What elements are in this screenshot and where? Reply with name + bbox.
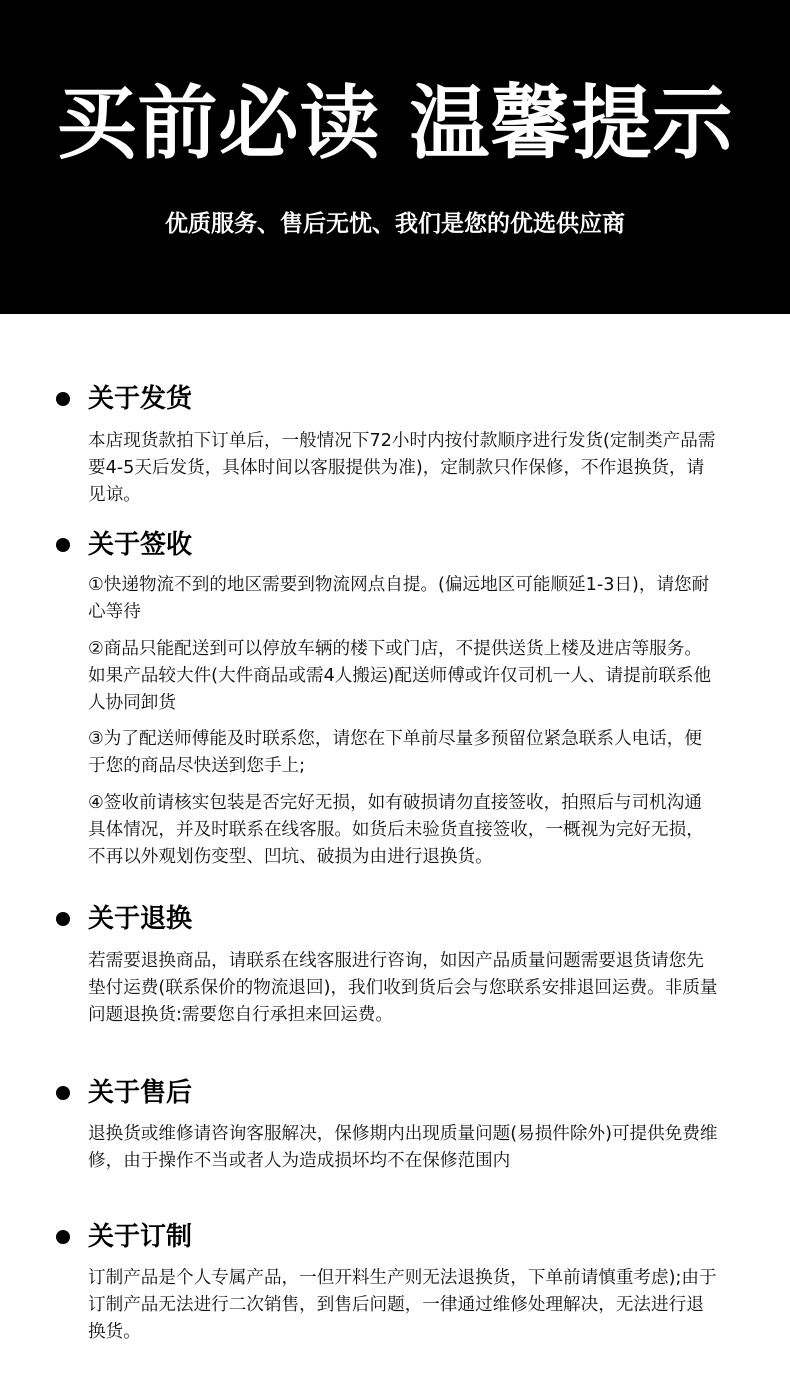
bullet-icon [56,1230,70,1244]
section-heading-returns [56,901,192,937]
section-paragraph: ②商品只能配送到可以停放车辆的楼下或门店，不提供送货上楼及进店等服务。如果产品较大件(大件商品或需4人搬运)配送师傅或许仅司机一人、请提前联系他人协同卸货 [88,639,712,713]
section-paragraph: ③为了配送师傅能及时联系您，请您在下单前尽量多预留位紧急联系人电话，便于您的商品尽快送到您手上; [88,729,702,776]
section-heading-after-sales [56,1075,192,1111]
bullet-icon [56,392,70,406]
section-heading-shipping [56,381,192,417]
section-heading-custom-order [56,1219,192,1255]
section-paragraph: 本店现货款拍下订单后，一般情况下72小时内按付款顺序进行发货(定制类产品需要4-5天后发货，具体时间以客服提供为准)，定制款只作保修，不作退换货，请见谅。 [88,431,716,505]
page-title: 买前必读 温馨提示 [56,77,734,170]
section-paragraph: 退换货或维修请咨询客服解决，保修期内出现质量问题(易损件除外)可提供免费维修，由于操作不当或者人为造成损坏均不在保修范围内 [88,1124,718,1171]
section-title: 关于签收 [88,530,193,560]
section-title: 关于退换 [88,904,193,934]
bullet-icon [56,1086,70,1100]
section-heading-receipt [56,527,192,563]
page-subtitle: 优质服务、售后无忧、我们是您的优选供应商 [165,211,625,237]
section-title: 关于售后 [88,1078,193,1108]
section-paragraph: ①快递物流不到的地区需要到物流网点自提。(偏远地区可能顺延1-3日)，请您耐心等待 [88,575,710,622]
section-title: 关于订制 [88,1222,193,1252]
header-banner [0,0,790,314]
bullet-icon [56,538,70,552]
section-paragraph: ④签收前请核实包装是否完好无损，如有破损请勿直接签收，拍照后与司机沟通具体情况，并及时联系在线客服。如货后未验货直接签收，一概视为完好无损，不再以外观划伤变型、凹坑、破损为由进行退换货。 [88,793,704,867]
section-paragraph: 若需要退换商品，请联系在线客服进行咨询，如因产品质量问题需要退货请您先垫付运费(联系保价的物流退回)，我们收到货后会与您联系安排退回运费。非质量问题退换货:需要您自行承担来回运费。 [88,951,718,1025]
section-title: 关于发货 [88,384,193,414]
section-paragraph: 订制产品是个人专属产品，一但开料生产则无法退换货，下单前请慎重考虑);由于订制产品无法进行二次销售，到售后问题，一律通过维修处理解决，无法进行退换货。 [88,1268,717,1342]
bullet-icon [56,912,70,926]
